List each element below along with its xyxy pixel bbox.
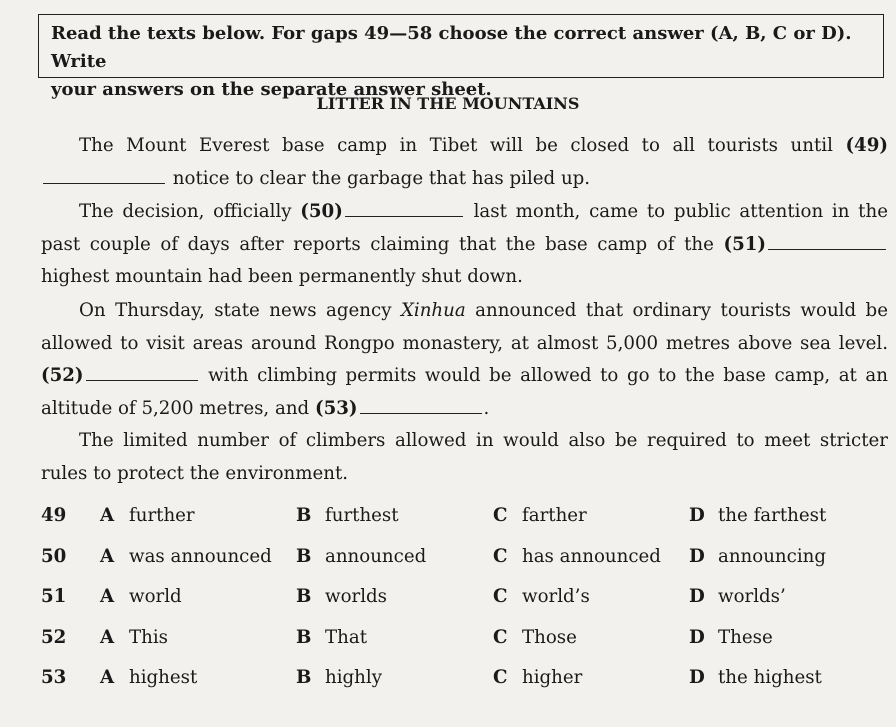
option-letter-d: D xyxy=(689,667,705,688)
paragraph-2 xyxy=(41,196,888,294)
option-letter-a: A xyxy=(100,505,115,526)
question-number: 53 xyxy=(41,667,67,688)
p3-text-b: announced that ordinary tourists would be allowed to visit areas around Rongpo monastery, at almost 5,000 metres above sea level. xyxy=(41,300,888,354)
option-c[interactable]: Those xyxy=(522,626,577,648)
option-letter-c: C xyxy=(493,505,508,526)
option-letter-c: C xyxy=(493,667,508,688)
gap-50-label: (50) xyxy=(300,201,343,222)
option-b[interactable]: That xyxy=(325,626,367,648)
paragraph-1 xyxy=(41,130,888,195)
option-letter-c: C xyxy=(493,626,508,648)
option-d[interactable]: These xyxy=(718,626,773,648)
option-a[interactable]: This xyxy=(129,626,168,648)
question-row xyxy=(41,505,881,546)
gap-53-blank xyxy=(360,393,482,414)
option-letter-b: B xyxy=(296,626,312,648)
agency-name: Xinhua xyxy=(400,300,466,321)
instructions-box xyxy=(38,14,884,100)
answer-options xyxy=(41,505,881,708)
option-c[interactable]: world’s xyxy=(522,586,590,607)
paragraph-3 xyxy=(41,295,888,426)
p1-text-b: notice to clear the garbage that has piled up. xyxy=(172,167,591,189)
p2-text-c: highest mountain had been permanently shut down. xyxy=(41,266,523,288)
gap-49-label: (49) xyxy=(845,135,888,156)
question-number: 50 xyxy=(41,545,67,567)
option-b[interactable]: worlds xyxy=(325,586,388,607)
option-letter-a: A xyxy=(100,586,115,607)
instructions-line-2: your answers on the separate answer sheet. xyxy=(51,79,492,100)
gap-51-label: (51) xyxy=(723,233,766,255)
option-b[interactable]: highly xyxy=(325,667,382,688)
option-a[interactable]: further xyxy=(129,505,195,526)
instructions-line-1: Read the texts below. For gaps 49—58 choose the correct answer (A, B, C or D). Write xyxy=(51,23,852,72)
question-row xyxy=(41,627,881,668)
question-number: 52 xyxy=(41,626,67,648)
option-c[interactable]: higher xyxy=(522,667,583,688)
gap-51-blank xyxy=(768,229,886,250)
option-b[interactable]: furthest xyxy=(325,505,399,526)
p1-text-a: The Mount Everest base camp in Tibet will be closed to all tourists until xyxy=(79,135,833,156)
option-d[interactable]: the highest xyxy=(718,667,822,688)
question-row xyxy=(41,546,881,587)
p4-text-a: The limited number of climbers allowed in would also be required to meet stricter rules to protect the environment. xyxy=(41,430,888,484)
question-row xyxy=(41,667,881,708)
p2-text-b: last month, came to public attention in the past couple of days after reports claiming that the base camp of the xyxy=(41,201,888,255)
gap-52-label: (52) xyxy=(41,365,84,387)
gap-50-blank xyxy=(345,196,463,217)
p2-text-a: The decision, officially xyxy=(79,201,292,222)
option-a[interactable]: was announced xyxy=(129,545,272,567)
question-row xyxy=(41,586,881,627)
gap-53-label: (53) xyxy=(314,398,358,420)
option-letter-a: A xyxy=(100,545,115,567)
option-a[interactable]: world xyxy=(129,586,182,607)
option-c[interactable]: has announced xyxy=(522,545,661,567)
option-letter-b: B xyxy=(296,545,312,567)
option-b[interactable]: announced xyxy=(325,545,427,567)
gap-49-blank xyxy=(43,163,165,184)
option-letter-a: A xyxy=(100,626,115,648)
option-letter-b: B xyxy=(296,667,312,688)
p3-text-a: On Thursday, state news agency xyxy=(79,300,392,321)
option-c[interactable]: farther xyxy=(522,505,587,526)
option-letter-d: D xyxy=(689,586,705,607)
option-letter-c: C xyxy=(493,586,508,607)
paragraph-4 xyxy=(41,425,888,490)
option-letter-b: B xyxy=(296,586,312,607)
option-d[interactable]: worlds’ xyxy=(718,586,786,607)
option-d[interactable]: the farthest xyxy=(718,505,827,526)
p3-text-c: with climbing permits would be allowed to go to the base camp, at an altitude of 5,200 metres, and xyxy=(41,365,888,420)
option-letter-a: A xyxy=(100,667,115,688)
option-d[interactable]: announcing xyxy=(718,545,827,567)
option-letter-d: D xyxy=(689,505,705,526)
question-number: 51 xyxy=(41,586,67,607)
text-title: LITTER IN THE MOUNTAINS xyxy=(316,94,580,113)
p3-text-d: . xyxy=(483,398,490,420)
option-letter-c: C xyxy=(493,545,508,567)
option-a[interactable]: highest xyxy=(129,667,198,688)
question-number: 49 xyxy=(41,505,67,526)
option-letter-b: B xyxy=(296,505,312,526)
option-letter-d: D xyxy=(689,545,705,567)
option-letter-d: D xyxy=(689,626,705,648)
gap-52-blank xyxy=(86,360,198,381)
